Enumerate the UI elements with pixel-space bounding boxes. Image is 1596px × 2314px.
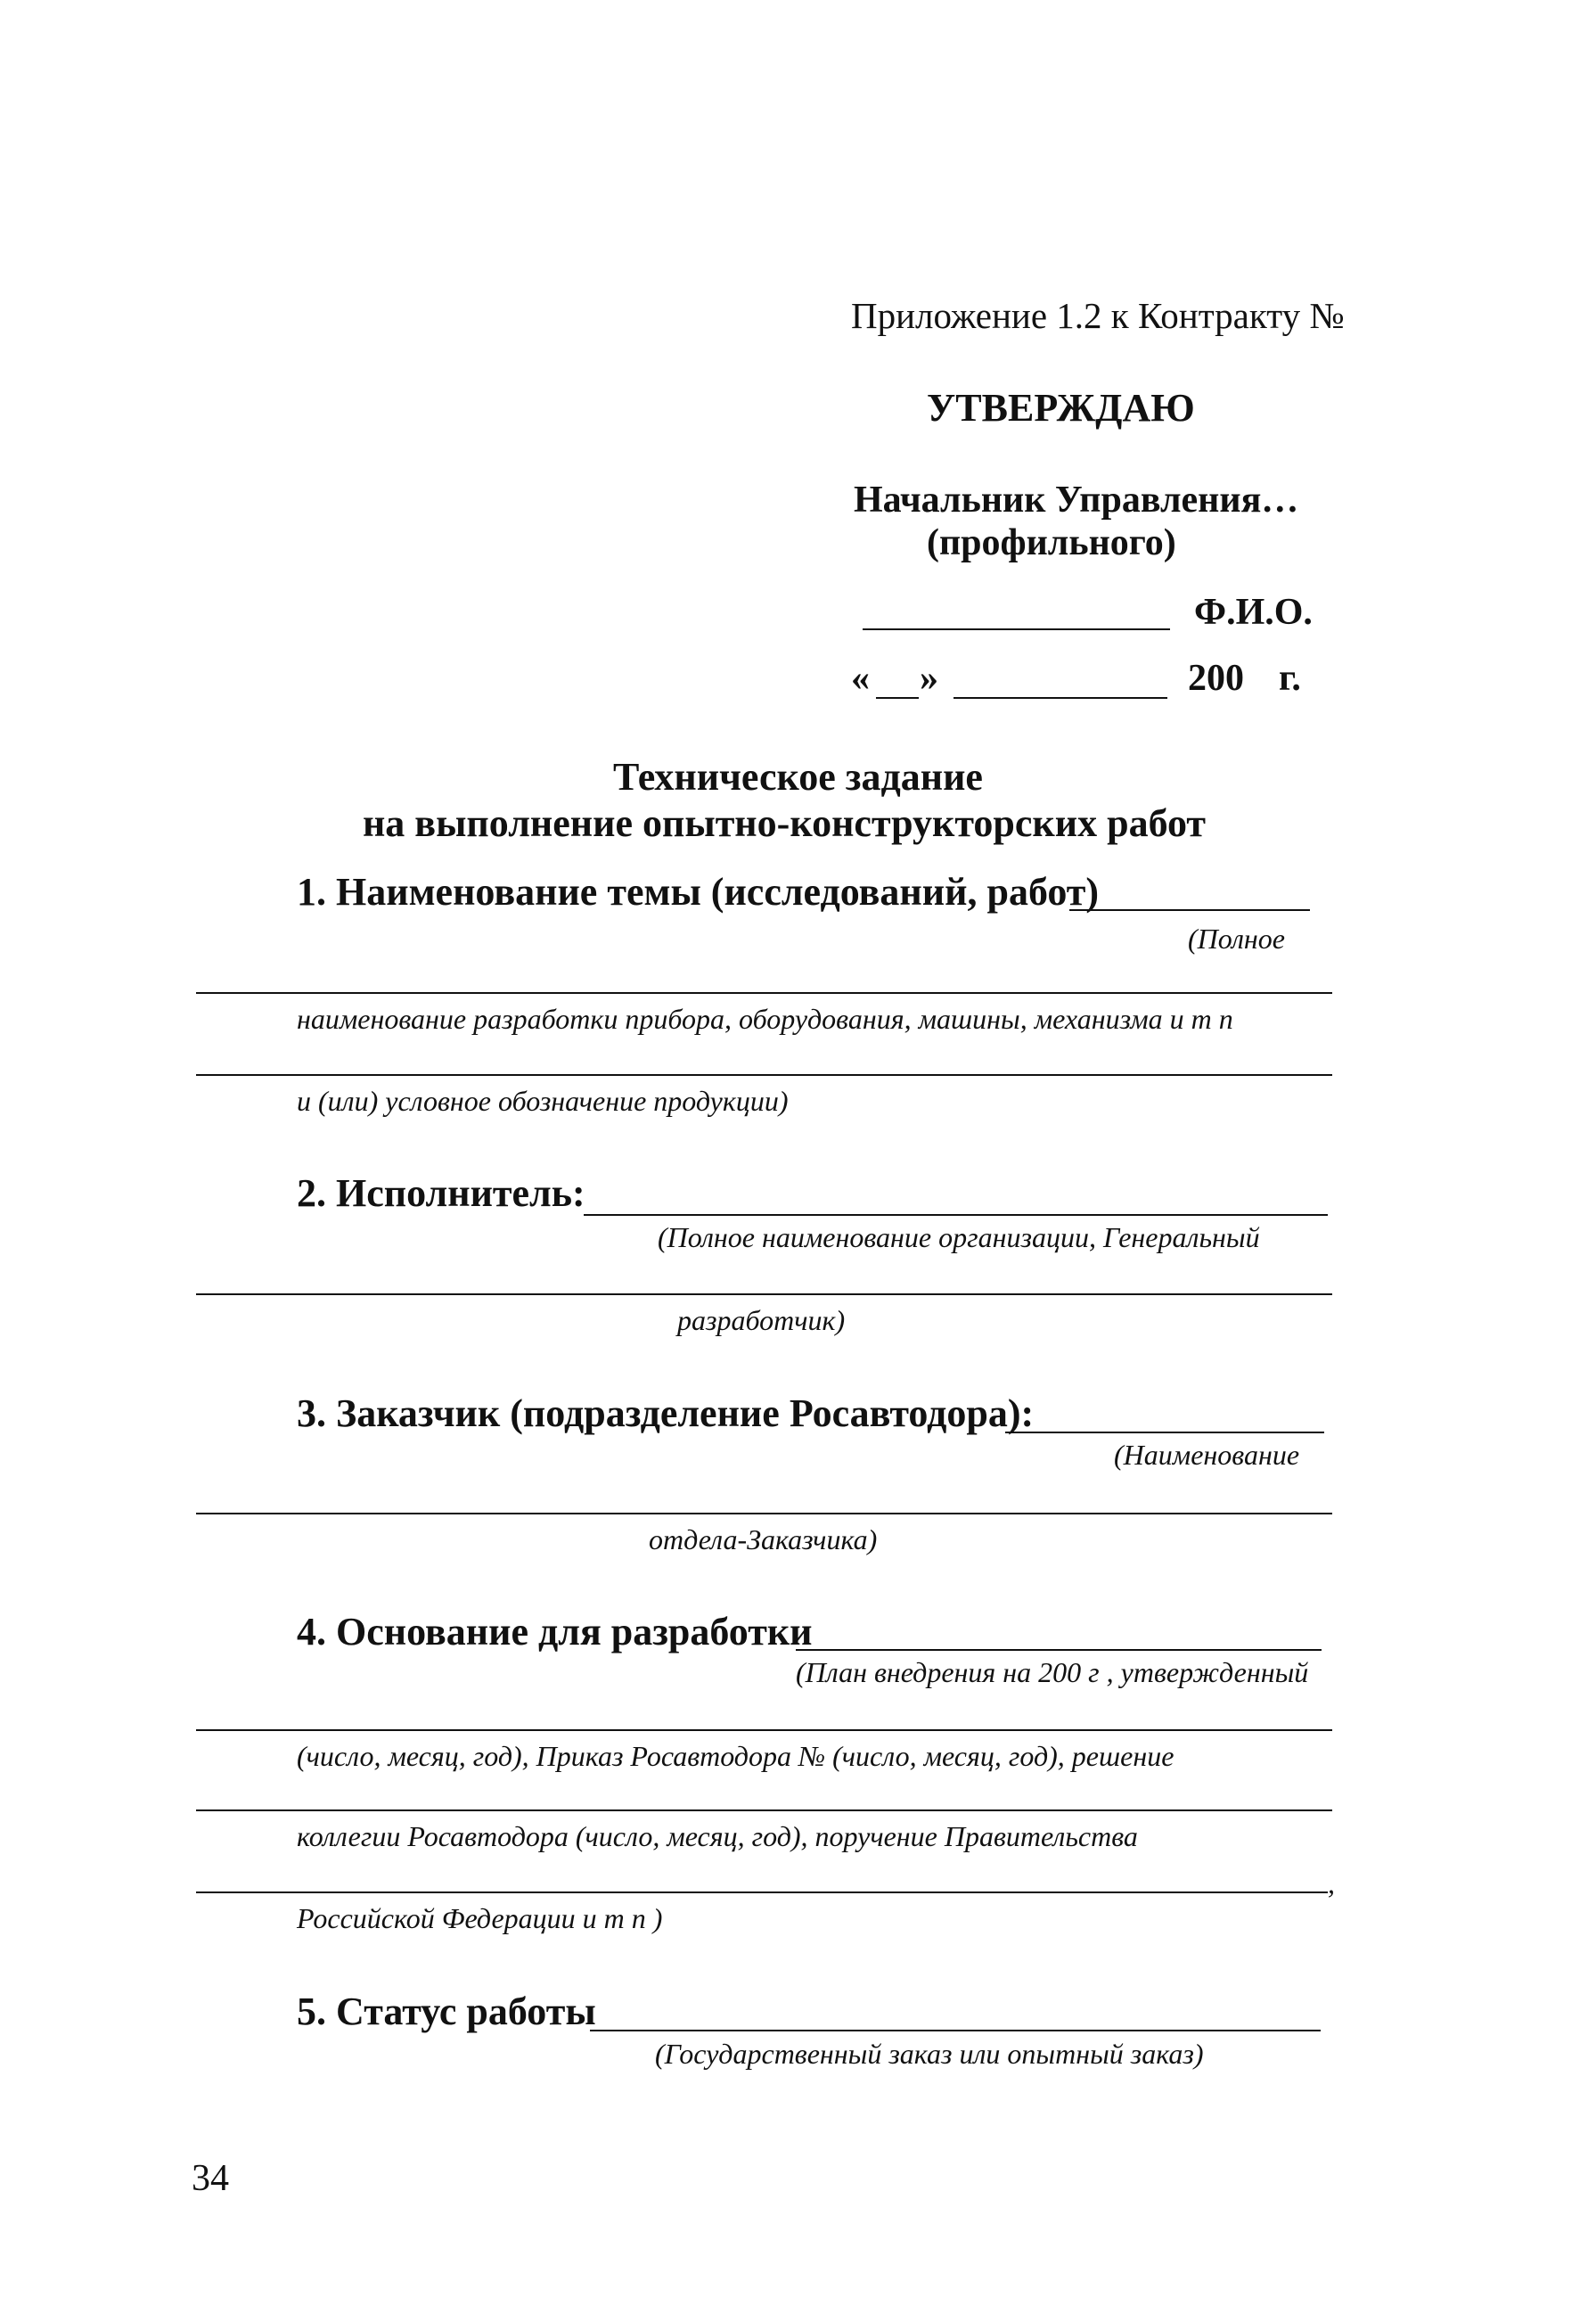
document-title: Техническое задание	[613, 755, 983, 799]
approver-position: Начальник Управления…	[854, 480, 1299, 521]
signature-line[interactable]	[863, 628, 1170, 630]
section-4-field-line-4[interactable]	[196, 1891, 1328, 1893]
section-5-hint: (Государственный заказ или опытный заказ)	[655, 2038, 1204, 2070]
section-4-hint: (План внедрения на 200 г , утвержденный	[796, 1656, 1309, 1688]
page-number: 34	[192, 2158, 229, 2199]
section-3-hint-2: отдела-Заказчика)	[649, 1523, 878, 1555]
date-day-field[interactable]	[876, 697, 919, 699]
section-1-hint: (Полное	[1188, 923, 1285, 955]
section-2-hint-2: разработчик)	[677, 1304, 846, 1336]
date-year: 200	[1188, 658, 1244, 699]
section-4-hint-3: коллегии Росавтодора (число, месяц, год), поручение Правительства	[297, 1820, 1138, 1852]
section-3-hint: (Наименование	[1114, 1439, 1300, 1471]
section-2-field[interactable]	[584, 1214, 1328, 1216]
section-3-field-line-2[interactable]	[196, 1513, 1332, 1514]
section-4-hint-2: (число, месяц, год), Приказ Росавтодора № (число, месяц, год), решение	[297, 1740, 1174, 1772]
section-1-field-line-3[interactable]	[196, 1074, 1332, 1076]
section-5-field[interactable]	[590, 2030, 1321, 2031]
section-1-hint-3: и (или) условное обозначение продукции)	[297, 1085, 789, 1117]
date-open-quote: «	[851, 658, 870, 699]
section-4-field[interactable]	[796, 1649, 1322, 1651]
section-4-hint-4: Российской Федерации и т п )	[297, 1902, 663, 1934]
approver-fio: Ф.И.О.	[1194, 592, 1313, 633]
section-1-label: 1. Наименование темы (исследований, работ)	[297, 870, 1100, 914]
document-subtitle: на выполнение опытно-конструкторских работ	[362, 801, 1207, 845]
section-1-field[interactable]	[1069, 909, 1310, 911]
approver-position-qualifier: (профильного)	[927, 522, 1176, 563]
section-4-line-end-comma: ,	[1328, 1867, 1335, 1900]
section-5-label: 5. Статус работы	[297, 1990, 596, 2033]
date-close-quote: »	[920, 658, 938, 699]
section-2-field-line-2[interactable]	[196, 1293, 1332, 1295]
section-4-label: 4. Основание для разработки	[297, 1610, 813, 1653]
section-2-label: 2. Исполнитель:	[297, 1171, 585, 1215]
approve-heading: УТВЕРЖДАЮ	[927, 386, 1195, 430]
section-1-hint-2: наименование разработки прибора, оборудования, машины, механизма и т п	[297, 1003, 1233, 1035]
date-month-field[interactable]	[954, 697, 1167, 699]
date-year-suffix: г.	[1279, 658, 1301, 699]
section-3-field[interactable]	[1005, 1432, 1324, 1433]
section-1-field-line-2[interactable]	[196, 992, 1332, 994]
section-4-field-line-2[interactable]	[196, 1729, 1332, 1731]
section-2-hint: (Полное наименование организации, Генеральный	[658, 1221, 1260, 1253]
section-4-field-line-3[interactable]	[196, 1809, 1332, 1811]
appendix-reference: Приложение 1.2 к Контракту №	[851, 295, 1345, 336]
section-3-label: 3. Заказчик (подразделение Росавтодора):	[297, 1391, 1035, 1435]
